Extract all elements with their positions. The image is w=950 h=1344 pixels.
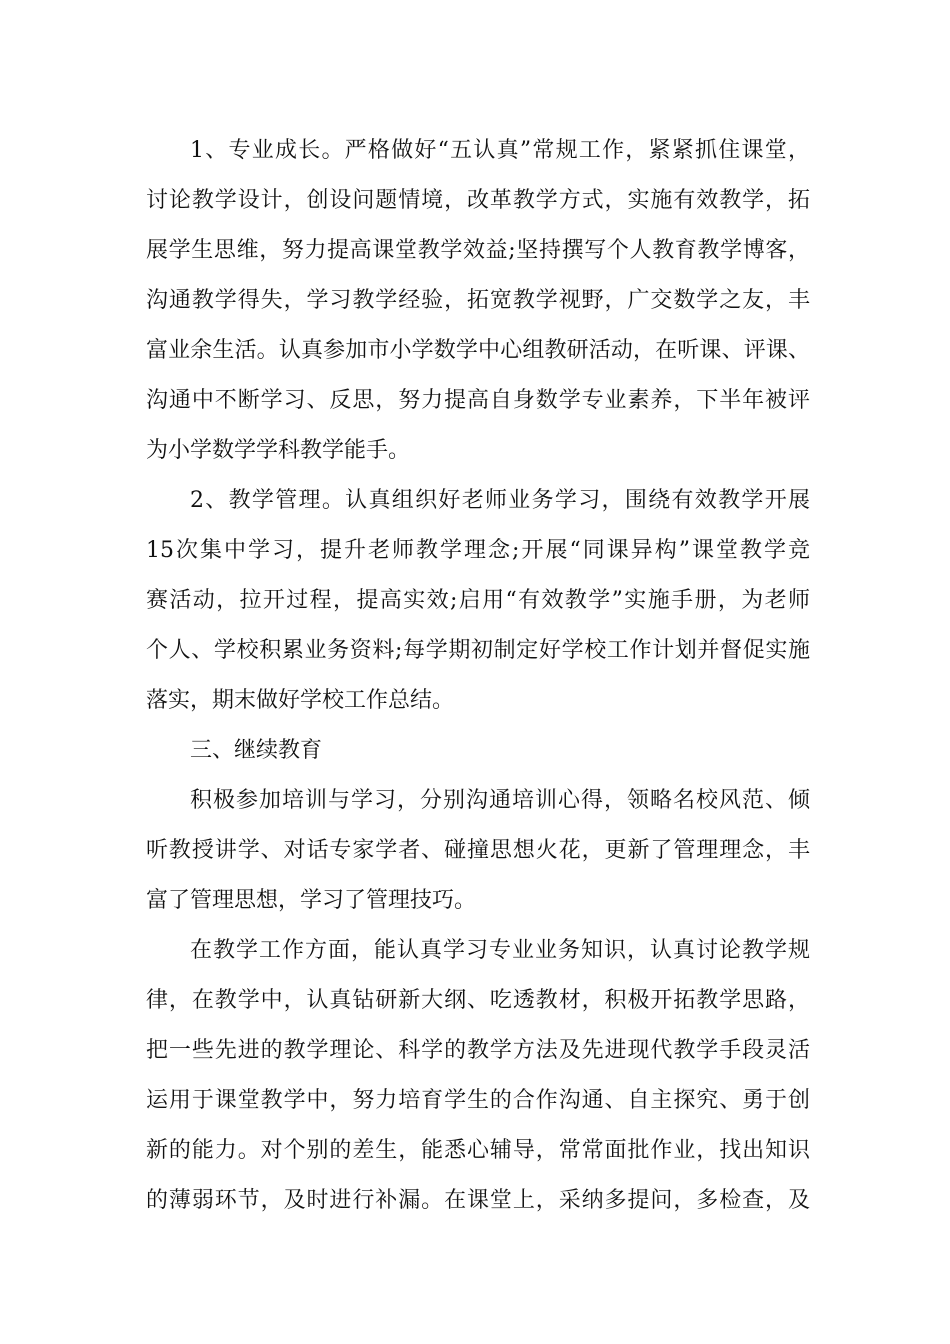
paragraph-line: 律，在教学中，认真钻研新大纲、吃透教材，积极开拓教学思路， (146, 988, 810, 1013)
paragraph-line: 在教学工作方面，能认真学习专业业务知识，认真讨论教学规 (190, 938, 810, 963)
paragraph-line: 讨论教学设计，创设问题情境，改革教学方式，实施有效教学，拓 (146, 188, 810, 213)
paragraph-line: 个人、学校积累业务资料;每学期初制定好学校工作计划并督促实施 (146, 638, 810, 663)
paragraph-line: 展学生思维，努力提高课堂教学效益;坚持撰写个人教育教学博客， (146, 238, 810, 263)
paragraph-line: 沟通教学得失，学习教学经验，拓宽教学视野，广交数学之友，丰 (146, 288, 810, 313)
paragraph-line: 2、教学管理。认真组织好老师业务学习，围绕有效教学开展 (190, 488, 810, 513)
paragraph-line: 落实，期末做好学校工作总结。 (146, 688, 455, 713)
paragraph-line: 听教授讲学、对话专家学者、碰撞思想火花，更新了管理理念，丰 (146, 838, 810, 863)
paragraph-line: 赛活动，拉开过程，提高实效;启用“有效教学”实施手册，为老师 (146, 588, 810, 613)
section-heading: 三、继续教育 (190, 738, 323, 763)
paragraph-line: 积极参加培训与学习，分别沟通培训心得，领略名校风范、倾 (190, 788, 810, 813)
paragraph-line: 新的能力。对个别的差生，能悉心辅导，常常面批作业，找出知识 (146, 1138, 810, 1163)
paragraph-line: 运用于课堂教学中，努力培育学生的合作沟通、自主探究、勇于创 (146, 1088, 810, 1113)
paragraph-line: 沟通中不断学习、反思，努力提高自身数学专业素养，下半年被评 (146, 388, 810, 413)
paragraph-line: 15次集中学习，提升老师教学理念;开展“同课异构”课堂教学竞 (146, 538, 810, 563)
paragraph-line: 富了管理思想，学习了管理技巧。 (146, 888, 477, 913)
paragraph-line: 1、专业成长。严格做好“五认真”常规工作，紧紧抓住课堂， (190, 138, 810, 163)
paragraph-line: 为小学数学学科教学能手。 (146, 438, 411, 463)
paragraph-line: 的薄弱环节，及时进行补漏。在课堂上，采纳多提问，多检查，及 (146, 1188, 810, 1213)
paragraph-line: 把一些先进的教学理论、科学的教学方法及先进现代教学手段灵活 (146, 1038, 810, 1063)
paragraph-line: 富业余生活。认真参加市小学数学中心组教研活动，在听课、评课、 (146, 338, 810, 363)
